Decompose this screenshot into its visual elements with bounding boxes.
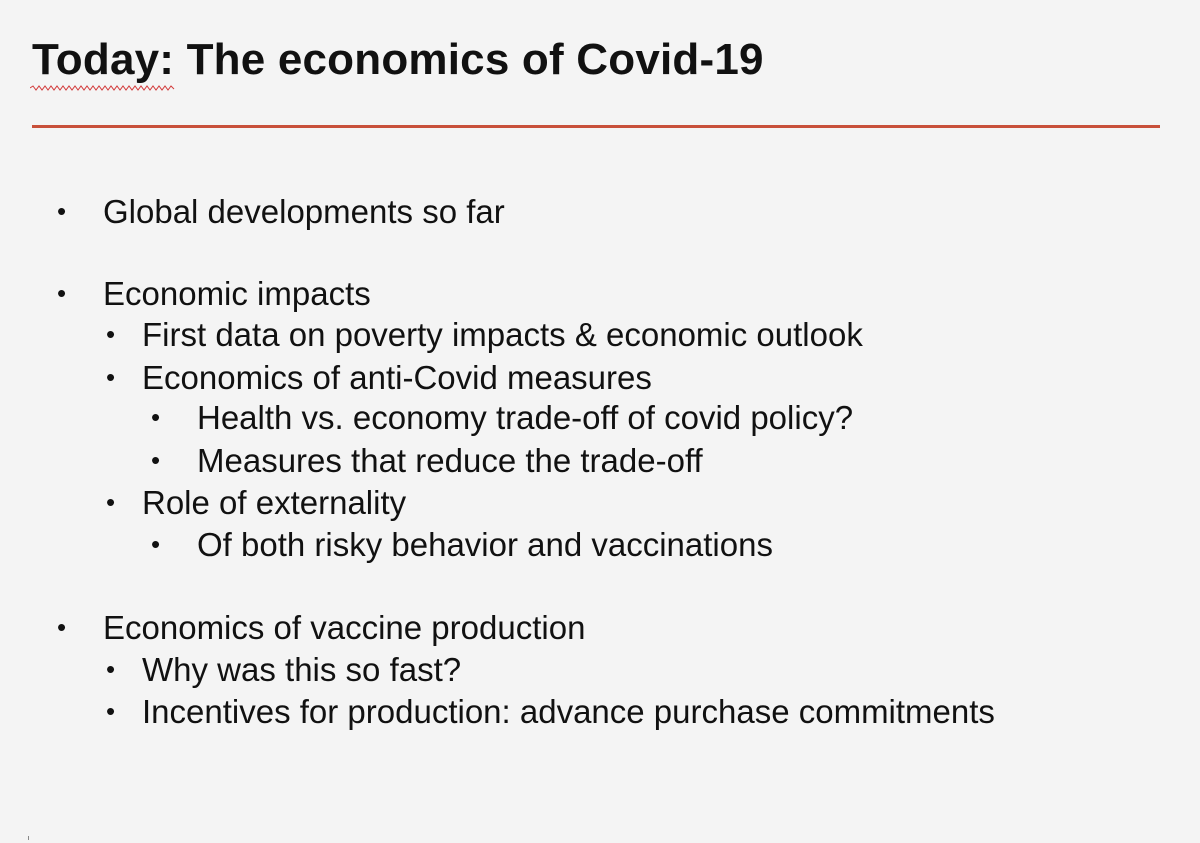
sub-bullet-item xyxy=(106,693,995,730)
bullet-text: Economics of anti-Covid measures xyxy=(142,359,652,396)
sub-bullet-item xyxy=(106,651,462,688)
bullet-text: Health vs. economy trade-off of covid policy? xyxy=(197,399,854,436)
bullet-dot: • xyxy=(57,278,67,308)
sub-sub-bullet-item xyxy=(151,442,703,479)
bullet-item xyxy=(57,193,505,230)
bullet-text: Of both risky behavior and vaccinations xyxy=(197,526,773,563)
bullet-dot: • xyxy=(106,654,116,684)
bullet-dot: • xyxy=(106,362,116,392)
bullet-dot: • xyxy=(57,612,67,642)
sub-bullet-item xyxy=(106,484,407,521)
bullet-dot: • xyxy=(151,402,161,432)
bullet-text: Global developments so far xyxy=(103,193,505,230)
bullet-text: First data on poverty impacts & economic outlook xyxy=(142,316,863,353)
bullet-item xyxy=(57,609,586,646)
bullet-dot: • xyxy=(106,487,116,517)
bullet-dot: • xyxy=(57,196,67,226)
bullet-text: Economic impacts xyxy=(103,275,371,312)
slide-title: Today: The economics of Covid-19 xyxy=(32,35,764,84)
corner-artifact xyxy=(28,836,35,840)
bullet-text: Why was this so fast? xyxy=(142,651,462,688)
bullet-text: Measures that reduce the trade-off xyxy=(197,442,703,479)
bullet-dot: • xyxy=(106,696,116,726)
bullet-text: Role of externality xyxy=(142,484,407,521)
bullet-dot: • xyxy=(151,529,161,559)
bullet-text: Economics of vaccine production xyxy=(103,609,586,646)
bullet-item xyxy=(57,275,371,312)
bullet-text: Incentives for production: advance purchase commitments xyxy=(142,693,995,730)
sub-bullet-item xyxy=(106,359,652,396)
bullet-dot: • xyxy=(106,319,116,349)
sub-sub-bullet-item xyxy=(151,526,773,563)
bullet-dot: • xyxy=(151,445,161,475)
sub-sub-bullet-item xyxy=(151,399,854,436)
sub-bullet-item xyxy=(106,316,863,353)
